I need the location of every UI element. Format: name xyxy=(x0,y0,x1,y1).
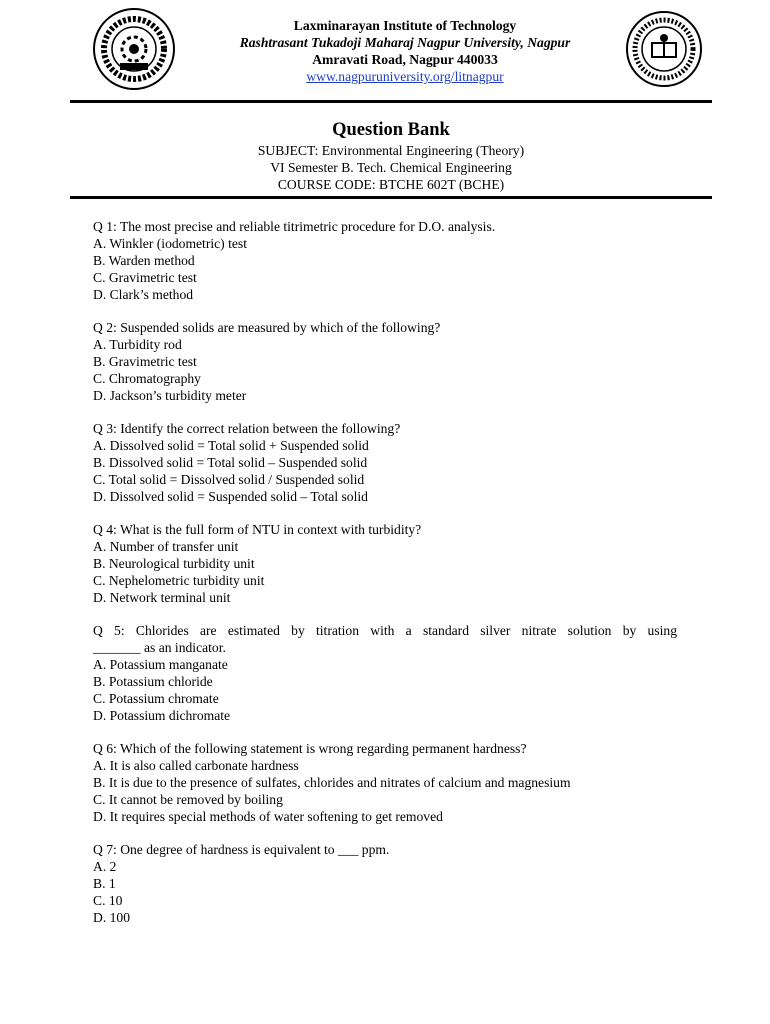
option-d: D. 100 xyxy=(93,910,131,925)
website-link[interactable]: www.nagpuruniversity.org/litnagpur xyxy=(306,69,504,84)
option-b: B. 1 xyxy=(93,876,116,891)
option-b: B. Potassium chloride xyxy=(93,674,213,689)
option-a: A. Number of transfer unit xyxy=(93,539,239,554)
semester-line: VI Semester B. Tech. Chemical Engineering xyxy=(270,160,512,175)
option-d: D. Potassium dichromate xyxy=(93,708,231,723)
question-3 xyxy=(93,420,677,505)
page-header xyxy=(190,17,620,85)
option-b: B. Neurological turbidity unit xyxy=(93,556,255,571)
option-c: C. Total solid = Dissolved solid / Suspended solid xyxy=(93,472,365,487)
option-c: C. Chromatography xyxy=(93,371,201,386)
option-d: D. Clark’s method xyxy=(93,287,194,302)
option-d: D. Dissolved solid = Suspended solid – Total solid xyxy=(93,489,368,504)
option-d: D. It requires special methods of water softening to get removed xyxy=(93,809,443,824)
question-4 xyxy=(93,521,677,606)
question-6 xyxy=(93,740,677,825)
option-a: A. Potassium manganate xyxy=(93,657,228,672)
option-c: C. Nephelometric turbidity unit xyxy=(93,573,265,588)
university-seal xyxy=(625,10,703,88)
option-c: C. 10 xyxy=(93,893,123,908)
subject-line: SUBJECT: Environmental Engineering (Theory) xyxy=(257,143,525,158)
institute-address: Amravati Road, Nagpur 440033 xyxy=(312,52,498,67)
university-name: Rashtrasant Tukadoji Maharaj Nagpur University, Nagpur xyxy=(239,35,571,50)
question-2 xyxy=(93,319,677,404)
option-a: A. 2 xyxy=(93,859,117,874)
option-d: D. Network terminal unit xyxy=(93,590,231,605)
page-title: Question Bank xyxy=(332,120,450,140)
question-text: Q 1: The most precise and reliable titrimetric procedure for D.O. analysis. xyxy=(93,219,496,234)
option-b: B. Warden method xyxy=(93,253,195,268)
question-5 xyxy=(93,622,677,724)
option-b: B. It is due to the presence of sulfates, chlorides and nitrates of calcium and magnesium xyxy=(93,775,571,790)
title-block xyxy=(70,118,712,193)
option-a: A. Winkler (iodometric) test xyxy=(93,236,247,251)
question-text-continued: _______ as an indicator. xyxy=(93,640,226,655)
option-b: B. Gravimetric test xyxy=(93,354,197,369)
question-list xyxy=(93,218,677,942)
question-7 xyxy=(93,841,677,926)
question-text: Q 5: Chlorides are estimated by titration with a standard silver nitrate solution by using xyxy=(93,623,677,638)
option-d: D. Jackson’s turbidity meter xyxy=(93,388,247,403)
header-divider xyxy=(70,100,712,103)
question-text: Q 2: Suspended solids are measured by which of the following? xyxy=(93,320,441,335)
option-a: A. It is also called carbonate hardness xyxy=(93,758,299,773)
question-text: Q 7: One degree of hardness is equivalent to ___ ppm. xyxy=(93,842,390,857)
institute-name: Laxminarayan Institute of Technology xyxy=(293,18,517,33)
option-c: C. It cannot be removed by boiling xyxy=(93,792,283,807)
question-1 xyxy=(93,218,677,303)
option-b: B. Dissolved solid = Total solid – Suspended solid xyxy=(93,455,368,470)
question-text: Q 4: What is the full form of NTU in context with turbidity? xyxy=(93,522,422,537)
option-a: A. Dissolved solid = Total solid + Suspended solid xyxy=(93,438,369,453)
course-code-line: COURSE CODE: BTCHE 602T (BCHE) xyxy=(277,177,505,192)
option-a: A. Turbidity rod xyxy=(93,337,182,352)
question-text: Q 3: Identify the correct relation between the following? xyxy=(93,421,401,436)
option-c: C. Gravimetric test xyxy=(93,270,197,285)
institute-logo xyxy=(92,7,176,91)
question-text: Q 6: Which of the following statement is wrong regarding permanent hardness? xyxy=(93,741,527,756)
title-divider xyxy=(70,196,712,199)
option-c: C. Potassium chromate xyxy=(93,691,219,706)
